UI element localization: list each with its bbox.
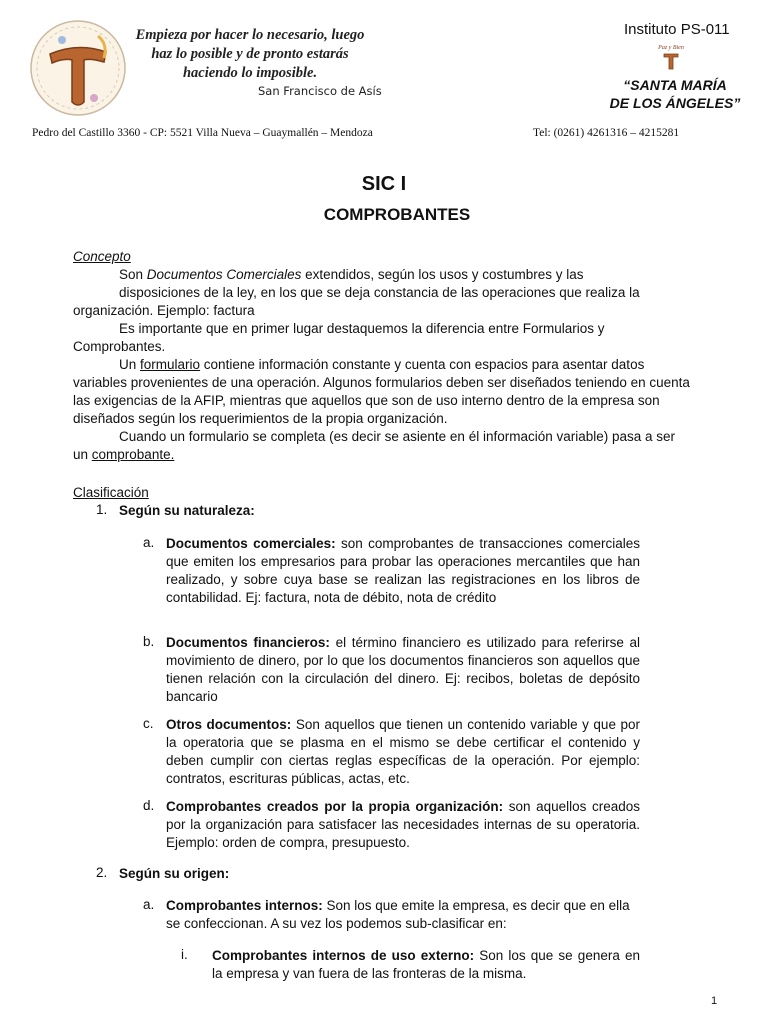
concepto-heading: Concepto bbox=[73, 249, 131, 264]
item-c-text: Otros documentos: Son aquellos que tienen un contenido variable y que por la operatoria que se plasma en el mismo se debe certificar el contenido y deben cumplir con ciertas reglas específicas de la operación. Por ejemplo: contratos, escrituras públicas, actas, etc. bbox=[166, 717, 641, 786]
concepto-p3-line1: Un formulario contiene información constante y cuenta con espacios para asentar datos bbox=[119, 357, 645, 372]
item-b-letter: b. bbox=[143, 634, 155, 649]
comprobante-term: comprobante. bbox=[91, 447, 175, 462]
quote-line-1: Empieza por hacer lo necesario, luego bbox=[135, 27, 365, 43]
concepto-p1-line2: disposiciones de la ley, en los que se deja constancia de las operaciones que realiza la bbox=[119, 285, 640, 300]
phone: Tel: (0261) 4261316 – 4215281 bbox=[533, 127, 680, 139]
item-c-letter: c. bbox=[143, 716, 154, 731]
item-1-label: Según su naturaleza: bbox=[119, 503, 255, 518]
concepto-p1-line3: organización. Ejemplo: factura bbox=[73, 303, 255, 318]
concepto-p3-line4: diseñados según los requerimientos de la propia organización. bbox=[73, 411, 448, 426]
concepto-p4-line2: un comprobante. bbox=[73, 447, 175, 462]
paz-y-bien-logo bbox=[652, 42, 690, 72]
address: Pedro del Castillo 3360 - CP: 5521 Villa Nueva – Guaymallén – Mendoza bbox=[32, 127, 373, 139]
item-a-text: Documentos comerciales: son comprobantes de transacciones comerciales que emiten los empresarios para probar las operaciones mercantiles que han realizado, y sobre cuya base se realizan las registraciones en los libros de contabilidad. Ej: factura, nota de débito, nota de crédito bbox=[166, 536, 640, 605]
school-name-line-1: “SANTA MARÍA bbox=[623, 77, 727, 93]
clasificacion-heading: Clasificación bbox=[73, 485, 149, 500]
concepto-p3-line3: las exigencias de la AFIP, mientras que aquellos que son de uso interno dentro de la empresa son bbox=[73, 393, 660, 408]
item-d-letter: d. bbox=[143, 798, 155, 813]
item-2-number: 2. bbox=[96, 865, 108, 880]
concepto-p4-line1: Cuando un formulario se completa (es decir se asiente en él información variable) pasa a ser bbox=[119, 429, 676, 444]
document-subtitle: COMPROBANTES bbox=[323, 205, 471, 224]
item-d-text: Comprobantes creados por la propia organización: son aquellos creados por la organización para satisfacer las necesidades internas de su operatoria. Ejemplo: orden de compra, presupuesto. bbox=[166, 799, 640, 850]
concepto-p3-line2: variables provenientes de una operación. Algunos formularios deben ser diseñados teniendo en cuenta bbox=[73, 375, 690, 390]
item-2a-text: Comprobantes internos: Son los que emite la empresa, es decir que en ella se confeccionan. A su vez los podemos sub-clasificar en: bbox=[166, 898, 630, 931]
document-title: SIC I bbox=[361, 173, 407, 195]
formulario-term: formulario bbox=[140, 357, 201, 372]
school-name-line-2: DE LOS ÁNGELES” bbox=[609, 95, 741, 111]
item-1-number: 1. bbox=[96, 502, 108, 517]
quote-line-2: haz lo posible y de pronto estarás bbox=[151, 46, 349, 62]
concepto-p2-line2: Comprobantes. bbox=[73, 339, 166, 354]
item-2-label: Según su origen: bbox=[119, 866, 230, 881]
concepto-p2-line1: Es importante que en primer lugar destaquemos la diferencia entre Formularios y bbox=[119, 321, 605, 336]
tau-cross-logo bbox=[28, 18, 128, 118]
quote-line-3: haciendo lo imposible. bbox=[182, 65, 318, 81]
institute-name: Instituto PS-011 bbox=[624, 21, 730, 38]
concepto-p1-line1: Son Documentos Comerciales extendidos, según los usos y costumbres y las bbox=[119, 267, 584, 282]
item-i-number: i. bbox=[181, 947, 188, 962]
page-number: 1 bbox=[711, 995, 718, 1007]
item-i-text: Comprobantes internos de uso externo: Son los que se genera en la empresa y van fuera de las fronteras de la misma. bbox=[212, 948, 640, 981]
item-2a-letter: a. bbox=[143, 897, 155, 912]
mini-logo-text: Paz y Bien bbox=[658, 45, 684, 51]
item-b-text: Documentos financieros: el término financiero es utilizado para referirse al movimiento de dinero, por lo que los documentos financieros son aquellos que tienen relación con la circulación del dinero. Ej: recibos, boletas de depósito bancario bbox=[166, 635, 641, 704]
quote-author: San Francisco de Asís bbox=[258, 84, 382, 98]
item-a-letter: a. bbox=[143, 535, 155, 550]
